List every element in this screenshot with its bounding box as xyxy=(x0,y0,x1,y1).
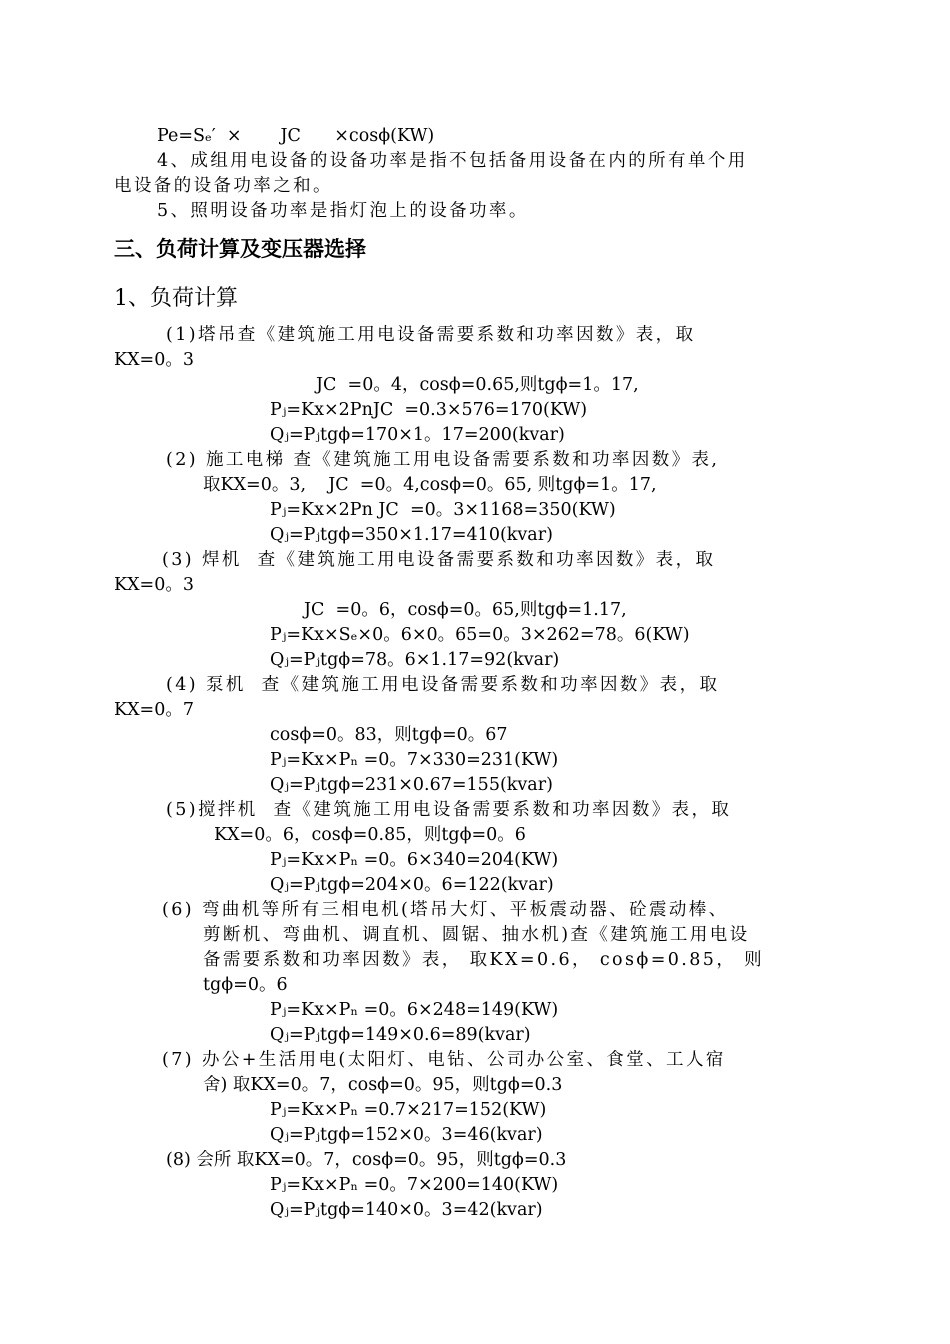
item-1-qj: Qⱼ=Pⱼtgϕ=170×1。17=200(kvar) xyxy=(270,425,565,445)
item-2-elevator: (2) 施工电梯 查《建筑施工用电设备需要系数和功率因数》表, xyxy=(166,450,720,470)
item-1-jc: JC =0。4，cosϕ=0.65,则tgϕ=1。17, xyxy=(316,375,639,395)
item-5-pj: Pⱼ=Kx×Pₙ =0。6×340=204(KW) xyxy=(270,850,559,870)
section-heading: 三、负荷计算及变压器选择 xyxy=(114,237,366,261)
item-6-pj: Pⱼ=Kx×Pₙ =0。6×248=149(KW) xyxy=(270,1000,559,1020)
item-5-kx: KX=0。6，cosϕ=0.85，则tgϕ=0。6 xyxy=(214,825,526,845)
item-6-qj: Qⱼ=Pⱼtgϕ=149×0.6=89(kvar) xyxy=(270,1025,531,1045)
subsection-heading: 1、负荷计算 xyxy=(114,286,238,311)
item-6-motors-cont: 剪断机、弯曲机、调直机、圆锯、抽水机)查《建筑施工用电设 xyxy=(203,925,750,945)
item-7-qj: Qⱼ=Pⱼtgϕ=152×0。3=46(kvar) xyxy=(270,1125,543,1145)
item-3-qj: Qⱼ=Pⱼtgϕ=78。6×1.17=92(kvar) xyxy=(270,650,560,670)
item-4-qj: Qⱼ=Pⱼtgϕ=231×0.67=155(kvar) xyxy=(270,775,553,795)
item-5-mixer: (5)搅拌机 查《建筑施工用电设备需要系数和功率因数》表，取 xyxy=(166,800,732,820)
item-5-qj: Qⱼ=Pⱼtgϕ=204×0。6=122(kvar) xyxy=(270,875,554,895)
item-1-tower-crane: (1)塔吊查《建筑施工用电设备需要系数和功率因数》表，取 xyxy=(166,325,696,345)
item-8-pj: Pⱼ=Kx×Pₙ =0。7×200=140(KW) xyxy=(270,1175,559,1195)
item-8-qj: Qⱼ=Pⱼtgϕ=140×0。3=42(kvar) xyxy=(270,1200,543,1220)
item-6-tg: tgϕ=0。6 xyxy=(203,975,288,995)
item-2-qj: Qⱼ=Pⱼtgϕ=350×1.17=410(kvar) xyxy=(270,525,553,545)
item-7-pj: Pⱼ=Kx×Pₙ =0.7×217=152(KW) xyxy=(270,1100,547,1120)
item-4-cos: cosϕ=0。83，则tgϕ=0。67 xyxy=(270,725,508,745)
item-3-kx: KX=0。3 xyxy=(114,575,194,595)
item-3-welder: (3) 焊机 查《建筑施工用电设备需要系数和功率因数》表，取 xyxy=(162,550,716,570)
item-2-pj: Pⱼ=Kx×2Pn JC =0。3×1168=350(KW) xyxy=(270,500,616,520)
formula-pe: Pe=Sₑ′ × JC ×cosϕ(KW) xyxy=(157,126,435,146)
item-3-jc: JC =0。6，cosϕ=0。65,则tgϕ=1.17, xyxy=(304,600,627,620)
item-6-kx: 备需要系数和功率因数》表， 取KX=0.6， cosϕ=0.85， 则 xyxy=(203,950,765,970)
paragraph-item-5: 5、照明设备功率是指灯泡上的设备功率。 xyxy=(157,201,529,221)
item-3-pj: Pⱼ=Kx×Sₑ×0。6×0。65=0。3×262=78。6(KW) xyxy=(270,625,690,645)
item-6-motors: (6) 弯曲机等所有三相电机(塔吊大灯、平板震动器、砼震动棒、 xyxy=(162,900,729,920)
item-8-clubhouse: (8) 会所 取KX=0。7，cosϕ=0。95，则tgϕ=0.3 xyxy=(166,1150,567,1170)
item-1-pj: Pⱼ=Kx×2PnJC =0.3×576=170(KW) xyxy=(270,400,588,420)
item-7-kx: 舍) 取KX=0。7，cosϕ=0。95，则tgϕ=0.3 xyxy=(203,1075,563,1095)
item-2-kx: 取KX=0。3, JC =0。4,cosϕ=0。65, 则tgϕ=1。17, xyxy=(203,475,657,495)
item-4-pump: (4) 泵机 查《建筑施工用电设备需要系数和功率因数》表，取 xyxy=(166,675,720,695)
paragraph-item-4: 4、成组用电设备的设备功率是指不包括备用设备在内的所有单个用 xyxy=(157,151,748,171)
item-1-kx: KX=0。3 xyxy=(114,350,194,370)
paragraph-item-4-cont: 电设备的设备功率之和。 xyxy=(114,176,333,196)
item-7-office: (7) 办公+生活用电(太阳灯、电钻、公司办公室、食堂、工人宿 xyxy=(162,1050,726,1070)
item-4-pj: Pⱼ=Kx×Pₙ =0。7×330=231(KW) xyxy=(270,750,559,770)
item-4-kx: KX=0。7 xyxy=(114,700,194,720)
